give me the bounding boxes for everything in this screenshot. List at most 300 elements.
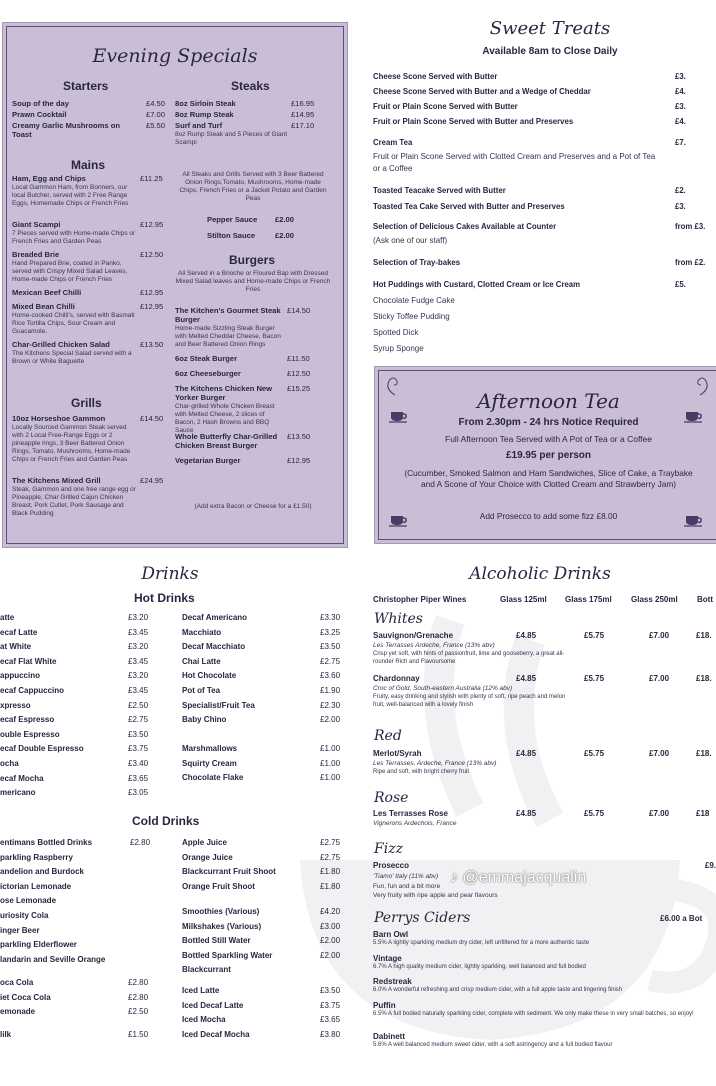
sweet-item	[373, 72, 716, 84]
drink-name: Milkshakes (Various)	[182, 921, 262, 931]
sweet-item-name: Selection of Tray-bakes	[373, 258, 461, 267]
sauce-name: Stilton Sauce	[207, 231, 256, 240]
drink-name: mericano	[0, 788, 36, 798]
drink-item	[182, 1015, 348, 1027]
watermark-handle	[450, 869, 586, 887]
menu-item-price: £11.25	[140, 174, 163, 183]
evening-specials-title: Evening Specials	[92, 45, 258, 67]
red-heading: Red	[374, 728, 402, 744]
drink-name: ecaf Double Espresso	[0, 744, 84, 754]
wine-price-125: £4.85	[516, 631, 537, 640]
menu-item-name: Vegetarian Burger	[175, 456, 241, 465]
wine-price-175: £5.75	[584, 749, 605, 758]
wine-description: Fruity, easy drinking and stylish with plenty of soft, ripe peach and melon fruit, well-balanced with a lovely finish	[373, 694, 566, 708]
drink-name: ecaf Cappuccino	[0, 686, 65, 695]
drink-price: £3.25	[320, 627, 341, 637]
burgers-note: All Served in a Brioche or Floured Bap with Dressed Mixed Salad leaves and Home-made Chips or French Fries	[175, 270, 331, 293]
drink-item	[182, 853, 348, 865]
cider-description: 5.6% A well balanced medium sweet cider, with a soft astringency and a full bodied flavour	[373, 1041, 613, 1048]
drink-price: £2.80	[128, 992, 149, 1002]
sweet-item-name: Fruit or Plain Scone Served with Butter	[373, 102, 518, 111]
drink-item	[0, 838, 156, 850]
pudding-item: Spotted Dick	[373, 328, 419, 337]
menu-item-name: The Kitchens Mixed Grill	[12, 476, 101, 485]
drink-name: at White	[0, 642, 32, 652]
drink-item	[0, 759, 156, 771]
drink-item	[182, 642, 348, 654]
wine-price-125: £4.85	[516, 674, 537, 683]
menu-item-price: £14.95	[291, 110, 315, 119]
drink-name: entimans Bottled Drinks	[0, 838, 93, 847]
cider-description: 6.7% A high quality medium cider, lightly sparkling, well balanced and full bodied	[373, 963, 586, 970]
wine-name: Les Terrasses Rose	[373, 809, 449, 818]
drink-item	[0, 940, 156, 952]
wine-price-bottle: £18.	[696, 749, 712, 758]
drink-item	[182, 657, 348, 669]
wine-origin: Les Terrasses, Ardeche, France (13% abv)	[373, 760, 497, 767]
afternoon-tea-prosecco: Add Prosecco to add some fizz £8.00	[479, 511, 618, 521]
menu-item-name: Mexican Beef Chilli	[12, 288, 82, 297]
drink-name: Macchiato	[182, 627, 222, 637]
drink-price: £2.75	[320, 656, 341, 666]
whites-heading: Whites	[374, 611, 423, 627]
sweet-item-name: Cream Tea	[373, 138, 413, 147]
drink-item	[182, 671, 348, 683]
wine-price-175: £5.75	[584, 674, 605, 683]
cider-description: 6.5% A full bodied naturally sparkling cider, complete with sediment. We only make these in very small batches, so enjoy!	[373, 1010, 694, 1017]
drink-name: ecaf Flat White	[0, 656, 57, 666]
menu-item-name: Soup of the day	[12, 99, 69, 108]
cider-name: Dabinett	[373, 1031, 405, 1041]
drink-item	[0, 788, 156, 800]
prosecco-desc-1: Fun, fun and a bit more	[373, 883, 441, 890]
steaks-note: All Steaks and Grills Served with 3 Beer Battered Onion Rings,Tomato, Mushrooms, Home-made Chips, French Fries or a Jacket Potato and Garden Peas	[179, 171, 327, 202]
drink-price: £3.80	[320, 1029, 341, 1039]
drink-item	[182, 965, 348, 977]
drink-price: £2.00	[320, 936, 341, 946]
wine-description: Ripe and soft, with bright cherry fruit	[373, 769, 470, 775]
drink-name: ouble Espresso	[0, 729, 60, 739]
drink-name: ocha	[0, 759, 19, 768]
menu-item-name: Whole Butterfly Char-Grilled Chicken Breast Burger	[175, 432, 278, 450]
menu-item-price: £12.95	[287, 456, 311, 465]
drink-price: £1.00	[320, 744, 341, 753]
sweet-item	[373, 258, 716, 270]
drink-item	[0, 1030, 156, 1042]
menu-item-name: Char-Grilled Chicken Salad	[12, 340, 110, 349]
menu-item-price: £4.50	[146, 99, 166, 108]
drink-price: £3.50	[320, 642, 341, 652]
drink-price: £3.65	[320, 1015, 341, 1025]
cider-description: 6.0% A wonderful refreshing and crisp medium cider, with a full apple taste and lingering finish	[373, 987, 623, 993]
afternoon-tea-title: Afternoon Tea	[477, 389, 620, 413]
drink-price: £1.80	[320, 881, 341, 891]
drink-item	[182, 628, 348, 640]
menu-item-description: Char-grilled Whole Chicken Breast with Melted Cheese, 2 slices of Bacon, 2 Hash Browns and BBQ Sauce	[175, 403, 275, 434]
prosecco-name: Prosecco	[373, 861, 410, 870]
drink-price: £3.05	[128, 788, 149, 798]
drink-name: Hot Chocolate	[182, 671, 237, 681]
drink-name: Squirty Cream	[182, 758, 237, 768]
drink-item	[182, 715, 348, 727]
evening-specials-frame	[6, 26, 344, 544]
drink-name: andelion and Burdock	[0, 867, 85, 877]
pudding-item: Sticky Toffee Pudding	[373, 312, 450, 321]
wine-name: Merlot/Syrah	[373, 749, 422, 758]
menu-item-price: £12.50	[287, 369, 311, 378]
wine-description: Crisp yet soft, with hints of passionfruit, lime and gooseberry, a great all-rounder Rich and Flavoursome	[373, 651, 565, 665]
wine-header-bottle: Bott	[697, 595, 713, 604]
drink-name: appuccino	[0, 671, 41, 681]
drink-name: atte	[0, 613, 15, 622]
wine-header-producer: Christopher Piper Wines	[373, 595, 467, 604]
drink-item	[182, 951, 348, 963]
drink-price: £1.90	[320, 686, 341, 695]
menu-item-description: Local Gammon Ham, from Bonners, our local Butcher, served with 2 Free Range Eggs, Homemade Chips or French Fries	[12, 184, 129, 207]
menu-item-name: 10oz Horseshoe Gammon	[12, 414, 106, 423]
drink-name: Orange Juice	[182, 852, 233, 862]
drink-name: Iced Latte	[182, 986, 220, 995]
drink-price: £2.30	[320, 700, 341, 710]
menu-item-price: £14.50	[287, 306, 311, 315]
menu-item-description: Locally Sourced Gammon Steak served with 2 Local Free-Range Eggs or 2 pineapple rings, 3 Beer Battered Onion Rings, Tomato, Mushrooms, Home-made Chips or French Fries and Garden Peas	[12, 424, 131, 463]
drink-item	[182, 922, 348, 934]
drink-price: £3.45	[128, 656, 149, 666]
sweet-item-price: £3.	[675, 72, 686, 81]
sweet-item	[373, 102, 716, 114]
menu-item-name: The Kitchen's Gourmet Steak Burger	[175, 306, 281, 324]
drink-name: Bottled Still Water	[182, 936, 251, 946]
drink-name: Iced Decaf Mocha	[182, 1029, 250, 1039]
drink-price: £2.75	[128, 715, 149, 725]
drink-price: £2.50	[128, 1007, 149, 1017]
menu-item-description: Hand Prepared Brie, coated in Panko, served with Crispy Mixed Salad Leaves, Home-made Chips or French Fries	[12, 260, 128, 283]
drink-item	[182, 1030, 348, 1042]
sweet-item-description: (Ask one of our staff)	[373, 236, 448, 245]
drink-price: £3.45	[128, 627, 149, 637]
drink-name: Apple Juice	[182, 838, 227, 847]
cider-name: Vintage	[373, 953, 402, 963]
drink-price: £1.00	[320, 758, 341, 768]
menu-item-price: £15.25	[287, 384, 311, 393]
drink-price: £3.40	[128, 759, 149, 768]
fizz-heading: Fizz	[374, 841, 403, 857]
afternoon-tea-frame	[378, 370, 716, 540]
menu-item-name: Prawn Cocktail	[12, 110, 67, 119]
drink-price: £2.75	[320, 852, 341, 862]
drink-price: £2.80	[130, 838, 151, 847]
ciders-price: £6.00 a Bot	[660, 914, 703, 923]
wine-origin: Vignerons Ardechois, France	[373, 820, 457, 827]
sweet-item-price: £4.	[675, 117, 686, 126]
drink-name: parkling Raspberry	[0, 852, 73, 862]
menu-item-name: Creamy Garlic Mushrooms on Toast	[12, 121, 121, 139]
drink-price: £3.45	[128, 686, 149, 695]
drink-price: £2.50	[128, 700, 149, 710]
menu-item-name: 8oz Sirloin Steak	[175, 99, 236, 108]
drink-price: £2.00	[320, 715, 341, 725]
drink-name: inger Beer	[0, 925, 40, 935]
extra-bacon-note: (Add extra Bacon or Cheese for a £1.50)	[194, 503, 312, 510]
menu-item-price: £12.50	[140, 250, 164, 259]
sweet-item-price: £3.	[675, 102, 686, 111]
menu-item-description: 8oz Rump Steak and 5 Pieces of Giant Scampi	[175, 131, 288, 146]
drink-name: uriosity Cola	[0, 911, 49, 920]
menu-item-name: 6oz Cheeseburger	[175, 369, 241, 378]
drink-item	[0, 715, 156, 727]
drink-price: £1.80	[320, 867, 341, 877]
drink-price: £3.50	[320, 986, 341, 995]
drink-item	[182, 613, 348, 625]
menu-item-description: Home-cooked Chilli's, served with Basmati Rice Tortilla Chips, Sour Cream and Guacamole.	[12, 312, 135, 335]
sauce-item	[207, 215, 307, 227]
menu-item-price: £13.50	[287, 432, 311, 441]
drink-name: Orange Fruit Shoot	[182, 881, 255, 891]
menu-item-name: 8oz Rump Steak	[175, 110, 234, 119]
drink-name: emonade	[0, 1007, 36, 1017]
sweet-item	[373, 202, 716, 214]
sweet-item	[373, 222, 716, 234]
drink-item	[182, 882, 348, 894]
drink-name: oca Cola	[0, 978, 34, 987]
menu-item-price: £17.10	[291, 121, 315, 130]
sauce-item	[207, 231, 307, 243]
sweet-item-price: £5.	[675, 280, 686, 289]
menu-item-name: 6oz Steak Burger	[175, 354, 238, 363]
drink-item	[0, 896, 156, 908]
hot-drinks-heading: Hot Drinks	[134, 591, 195, 605]
menu-item-name: The Kitchens Chicken New Yorker Burger	[175, 384, 273, 402]
prosecco-desc-2: Very fruity with ripe apple and pear flavours	[373, 892, 498, 899]
sweet-treats-title: Sweet Treats	[489, 18, 611, 39]
drink-price: £1.50	[128, 1030, 149, 1039]
menu-item-price: £12.95	[140, 220, 164, 229]
wine-header-125: Glass 125ml	[500, 595, 547, 604]
drink-name: ecaf Latte	[0, 627, 38, 637]
drink-item	[182, 986, 348, 998]
menu-item-price: £12.95	[140, 288, 164, 297]
drink-item	[182, 838, 348, 850]
sweet-item-description: Fruit or Plain Scone Served with Clotted Cream and Preserves and a Pot of Tea or a Coffee	[373, 152, 656, 173]
cider-name: Puffin	[373, 1000, 396, 1010]
wine-name: Sauvignon/Grenache	[373, 631, 454, 640]
sweet-treats-subtitle: Available 8am to Close Daily	[482, 46, 618, 57]
sweet-item	[373, 280, 716, 292]
alcoholic-drinks-title: Alcoholic Drinks	[469, 564, 611, 584]
drink-name: xpresso	[0, 700, 31, 710]
drink-name: Marshmallows	[182, 744, 238, 753]
sweet-item-name: Toasted Teacake Served with Butter	[373, 186, 506, 195]
menu-item-price: £12.95	[140, 302, 164, 311]
afternoon-tea-time: From 2.30pm - 24 hrs Notice Required	[458, 417, 639, 428]
evening-specials-panel	[2, 22, 348, 548]
afternoon-tea-description: (Cucumber, Smoked Salmon and Ham Sandwiches, Slice of Cake, a Traybake and A Scone of Your Choice with Clotted Cream and Strawberry Jam)	[404, 468, 693, 489]
drink-item	[182, 773, 348, 785]
wine-price-250: £7.00	[649, 631, 670, 640]
afternoon-tea-price: £19.95 per person	[505, 450, 592, 461]
drink-item	[0, 955, 156, 967]
prosecco-price: £9.	[704, 861, 716, 870]
menu-item-price: £13.50	[140, 340, 164, 349]
drink-name: ecaf Mocha	[0, 773, 44, 783]
menu-item-price: £14.50	[140, 414, 164, 423]
wine-price-250: £7.00	[649, 749, 670, 758]
menu-item-description: Home-made Sizzling Steak Burger with Melted Cheddar Cheese, Bacon and Beer Battered Onion Rings	[175, 325, 281, 348]
menu-item-price: £16.95	[291, 99, 315, 108]
drink-item	[0, 978, 156, 990]
afternoon-tea-panel	[374, 366, 716, 544]
drink-price: £4.20	[320, 907, 341, 916]
drink-item	[0, 926, 156, 938]
sauce-price: £2.00	[275, 215, 295, 224]
sweet-item	[373, 138, 716, 150]
sweet-item-name: Cheese Scone Served with Butter	[373, 72, 498, 81]
drink-name: ictorian Lemonade	[0, 881, 72, 891]
sweet-item-price: £2.	[675, 186, 686, 195]
drink-price: £3.60	[320, 671, 341, 681]
drink-name: landarin and Seville Orange	[0, 954, 106, 964]
wine-name: Chardonnay	[373, 674, 420, 683]
drink-name: Chai Latte	[182, 656, 221, 666]
pudding-item: Chocolate Fudge Cake	[373, 296, 455, 305]
mains-heading: Mains	[71, 158, 106, 172]
wine-price-125: £4.85	[516, 749, 537, 758]
drink-name: Pot of Tea	[182, 686, 221, 695]
sauce-price: £2.00	[275, 231, 295, 240]
cider-description: 5.5% A lightly sparkling medium dry cider, left unfiltered for a more authentic taste	[373, 940, 590, 946]
drink-item	[0, 686, 156, 698]
cider-name: Barn Owl	[373, 930, 409, 939]
cider-name: Redstreak	[373, 977, 412, 986]
drink-name: Decaf Macchiato	[182, 642, 246, 652]
drink-name: ose Lemonade	[0, 896, 57, 906]
drink-price: £3.50	[128, 729, 149, 739]
menu-item-price: £24.95	[140, 476, 164, 485]
wine-origin: Les Terrasses Ardeche, France (13% abv)	[373, 642, 495, 649]
drink-item	[0, 1007, 156, 1019]
wine-price-bottle: £18.	[696, 674, 712, 683]
drink-price: £3.65	[128, 773, 149, 783]
drink-price: £3.75	[320, 1000, 341, 1010]
music-note-icon: ♪	[450, 869, 458, 886]
sweet-item-price: £3.	[675, 202, 686, 211]
drink-item	[0, 882, 156, 894]
drink-price: £3.75	[128, 744, 149, 754]
sweet-item-name: Toasted Tea Cake Served with Butter and Preserves	[373, 202, 565, 211]
drink-item	[182, 1001, 348, 1013]
drink-item	[0, 853, 156, 865]
drink-item	[0, 671, 156, 683]
watermark-text: @emmajacqualin	[462, 869, 587, 886]
sweet-item-price: £4.	[675, 87, 686, 96]
pudding-item: Syrup Sponge	[373, 344, 424, 353]
grills-heading: Grills	[71, 396, 102, 410]
sweet-item-name: Cheese Scone Served with Butter and a Wedge of Cheddar	[373, 87, 591, 96]
wine-header-250: Glass 250ml	[631, 595, 678, 604]
perrys-ciders-heading: Perrys Ciders	[374, 910, 471, 926]
wine-price-bottle: £18	[696, 809, 710, 818]
drink-name: Iced Mocha	[182, 1015, 226, 1025]
drink-name: ecaf Espresso	[0, 715, 55, 725]
rose-heading: Rose	[374, 790, 409, 806]
menu-item-price: £11.50	[287, 354, 310, 363]
drink-name: Baby Chino	[182, 715, 227, 725]
drink-item	[182, 867, 348, 879]
drink-name: Blackcurrant Fruit Shoot	[182, 867, 276, 877]
menu-item-price: £5.50	[146, 121, 166, 130]
drink-item	[0, 628, 156, 640]
drink-item	[0, 657, 156, 669]
sweet-item-name: Fruit or Plain Scone Served with Butter and Preserves	[373, 117, 574, 126]
wine-header-175: Glass 175ml	[565, 595, 612, 604]
drink-item	[0, 613, 156, 625]
sweet-item-price: £7.	[675, 138, 686, 147]
drink-name: Smoothies (Various)	[182, 907, 260, 916]
wine-price-250: £7.00	[649, 809, 670, 818]
drink-item	[0, 867, 156, 879]
wine-price-175: £5.75	[584, 809, 605, 818]
sweet-item	[373, 87, 716, 99]
drink-price: £3.20	[128, 642, 149, 652]
cold-drinks-heading: Cold Drinks	[132, 814, 200, 828]
drinks-title: Drinks	[141, 564, 199, 584]
sweet-item	[373, 186, 716, 198]
drink-name: Iced Decaf Latte	[182, 1000, 244, 1010]
drink-name: lilk	[0, 1030, 12, 1039]
drink-price: £1.00	[320, 773, 341, 783]
menu-item-name: Breaded Brie	[12, 250, 60, 259]
drink-price: £3.30	[320, 613, 341, 622]
steaks-heading: Steaks	[231, 79, 270, 93]
drink-item	[182, 759, 348, 771]
drink-item	[182, 936, 348, 948]
sauce-name: Pepper Sauce	[207, 215, 258, 224]
drink-price: £2.80	[128, 978, 149, 987]
drink-name: Specialist/Fruit Tea	[182, 700, 255, 710]
drink-item	[0, 642, 156, 654]
starters-heading: Starters	[63, 79, 109, 93]
drink-item	[0, 774, 156, 786]
drink-name: parkling Elderflower	[0, 940, 77, 950]
drink-name: Chocolate Flake	[182, 773, 244, 783]
menu-item-description: 7 Pieces served with Home-made Chips or French Fries and Garden Peas	[12, 230, 136, 245]
sweet-item	[373, 117, 716, 129]
drink-item	[182, 744, 348, 756]
drink-item	[0, 701, 156, 713]
menu-item-description: Steak, Gammon and one free range egg or Pineapple, Char Grilled Cajun Chicken Breast, Pork Cutlet, Pork Sausage and Black Pudding	[12, 486, 136, 517]
drink-item	[182, 686, 348, 698]
burgers-heading: Burgers	[229, 253, 276, 267]
menu-item-name: Giant Scampi	[12, 220, 61, 229]
drink-item	[0, 911, 156, 923]
drink-name: Blackcurrant	[182, 965, 231, 975]
wine-price-250: £7.00	[649, 674, 670, 683]
drink-name: Decaf Americano	[182, 613, 248, 622]
sweet-item-price: from £2.	[675, 258, 706, 267]
drink-price: £2.75	[320, 838, 341, 847]
wine-price-125: £4.85	[516, 809, 537, 818]
drink-item	[182, 701, 348, 713]
sweet-item-name: Selection of Delicious Cakes Available at Counter	[373, 222, 557, 231]
sweet-item-price: from £3.	[675, 222, 706, 231]
menu-item-name: Ham, Egg and Chips	[12, 174, 86, 183]
menu-item-name: Mixed Bean Chilli	[12, 302, 75, 311]
prosecco-origin: 'Tiamo' Italy (11% abv)	[373, 873, 439, 880]
drink-price: £3.20	[128, 613, 149, 622]
drink-name: iet Coca Cola	[0, 992, 51, 1002]
menu-item-name: Surf and Turf	[175, 121, 223, 130]
wine-price-bottle: £18.	[696, 631, 712, 640]
